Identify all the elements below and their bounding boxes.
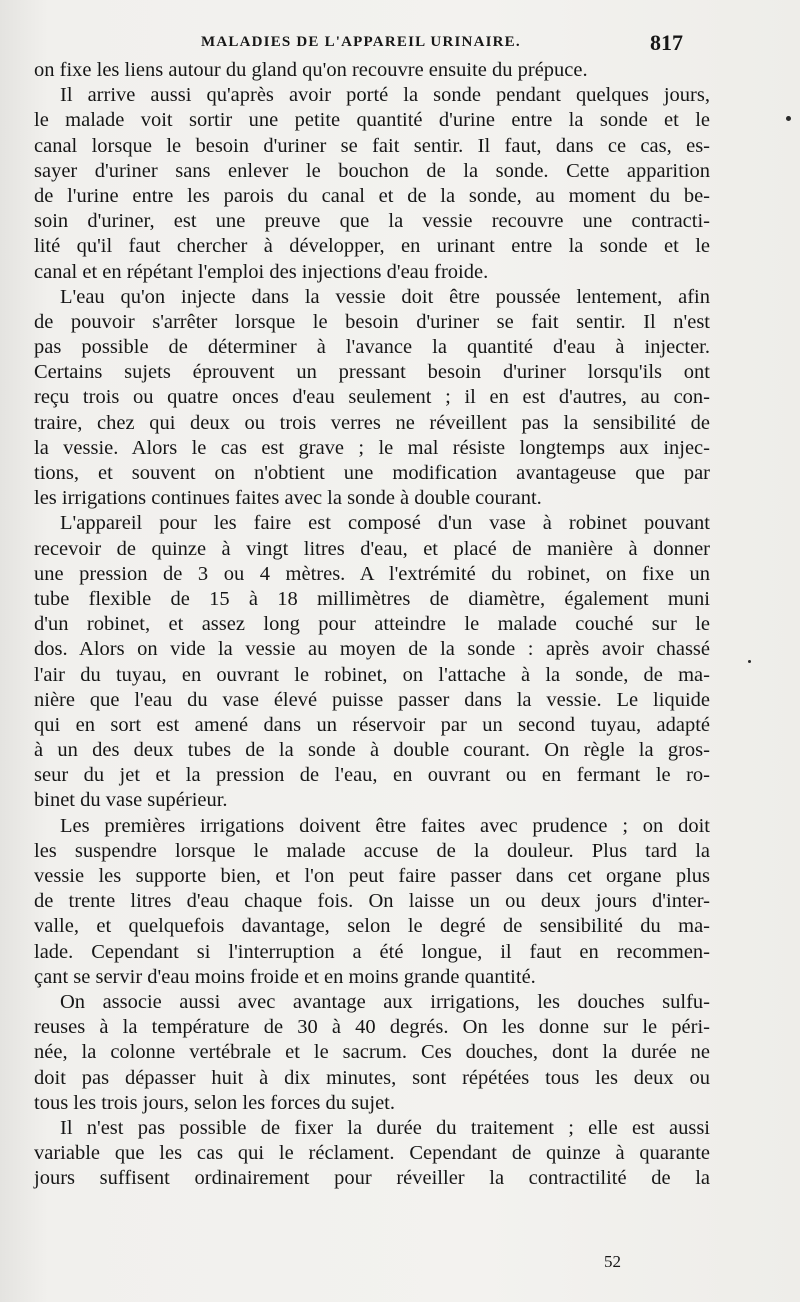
text-line: née, la colonne vertébrale et le sacrum. Ces douches, dont la durée ne [34,1041,710,1064]
text-line: canal lorsque le besoin d'uriner se fait sentir. Il faut, dans ce cas, es- [34,134,710,157]
text-line: lade. Cependant si l'interruption a été longue, il faut en recommen- [34,940,710,963]
text-line: seur du jet et la pression de l'eau, en ouvrant ou en fermant le ro- [34,764,710,787]
text-line: valle, et quelquefois davantage, selon le degré de sensibilité du ma- [34,915,710,938]
text-line: à un des deux tubes de la sonde à double courant. On règle la gros- [34,739,710,762]
text-line: les irrigations continues faites avec la sonde à double courant. [34,487,542,510]
text-line: tous les trois jours, selon les forces du sujet. [34,1091,395,1114]
page-number: 817 [650,30,683,55]
text-line: Il n'est pas possible de fixer la durée du traitement ; elle est aussi [60,1116,710,1139]
running-head: MALADIES DE L'APPAREIL URINAIRE. [201,34,521,50]
text-line: qui en sort est amené dans un réservoir par un second tuyau, adapté [34,713,710,736]
text-line: l'air du tuyau, en ouvrant le robinet, on l'attache à la sonde, de ma- [34,663,710,686]
text-line: L'eau qu'on injecte dans la vessie doit être poussée lentement, afin [60,285,710,308]
text-line: recevoir de quinze à vingt litres d'eau, et placé de manière à donner [34,537,710,560]
text-line: de l'urine entre les parois du canal et de la sonde, au moment du be- [34,184,710,207]
text-line: la vessie. Alors le cas est grave ; le mal résiste longtemps aux injec- [34,436,710,459]
text-line: dos. Alors on vide la vessie au moyen de la sonde : après avoir chassé [34,638,710,661]
text-line: on fixe les liens autour du gland qu'on recouvre ensuite du prépuce. [34,59,588,81]
text-line: On associe aussi avec avantage aux irrigations, les douches sulfu- [60,990,710,1013]
text-line: sayer d'uriner sans enlever le bouchon de la sonde. Cette apparition [34,159,710,182]
text-line: nière que l'eau du vase élevé puisse passer dans la vessie. Le liquide [34,688,710,711]
text-line: les suspendre lorsque le malade accuse de la douleur. Plus tard la [34,839,710,862]
text-line: une pression de 3 ou 4 mètres. A l'extrémité du robinet, on fixe un [34,562,710,585]
text-line: jours suffisent ordinairement pour réveiller la contractilité de la [34,1167,710,1190]
signature-mark: 52 [604,1252,621,1271]
text-line: variable que les cas qui le réclament. Cependant de quinze à quarante [34,1142,710,1165]
ink-speck [786,116,791,121]
text-line: soin d'uriner, est une preuve que la vessie recouvre une contracti- [34,210,710,233]
text-line: çant se servir d'eau moins froide et en moins grande quantité. [34,965,536,988]
text-line: le malade voit sortir une petite quantité d'urine entre la sonde et le [34,109,710,132]
body-text [34,58,710,1191]
text-line: de pouvoir s'arrêter lorsque le besoin d'uriner se fait sentir. Il n'est [34,310,710,333]
text-line: Il arrive aussi qu'après avoir porté la sonde pendant quelques jours, [60,84,710,107]
text-line: de trente litres d'eau chaque fois. On laisse un ou deux jours d'inter- [34,890,710,913]
text-line: vessie les supporte bien, et l'on peut faire passer dans cet organe plus [34,865,710,887]
text-line: Les premières irrigations doivent être faites avec prudence ; on doit [60,814,710,837]
ink-speck [748,660,751,663]
text-line: canal et en répétant l'emploi des injections d'eau froide. [34,260,489,283]
text-line: tions, et souvent on n'obtient une modification avantageuse que par [34,462,710,484]
text-line: L'appareil pour les faire est composé d'un vase à robinet pouvant [60,512,710,535]
text-line: reuses à la température de 30 à 40 degrés. On les donne sur le péri- [34,1016,710,1039]
text-line: Certains sujets éprouvent un pressant besoin d'uriner lorsqu'ils ont [34,361,710,384]
text-line: reçu trois ou quatre onces d'eau seulement ; il en est d'autres, au con- [34,386,710,409]
text-line: traire, chez qui deux ou trois verres ne réveillent pas la sensibilité de [34,411,710,434]
text-line: doit pas dépasser huit à dix minutes, sont répétées tous les deux ou [34,1066,710,1089]
text-line: tube flexible de 15 à 18 millimètres de diamètre, également muni [34,587,710,610]
text-line: pas possible de déterminer à l'avance la quantité d'eau à injecter. [34,336,710,359]
text-line: lité qu'il faut chercher à développer, en urinant entre la sonde et le [34,235,710,258]
text-line: binet du vase supérieur. [34,789,228,812]
text-line: d'un robinet, et assez long pour atteindre le malade couché sur le [34,613,710,636]
